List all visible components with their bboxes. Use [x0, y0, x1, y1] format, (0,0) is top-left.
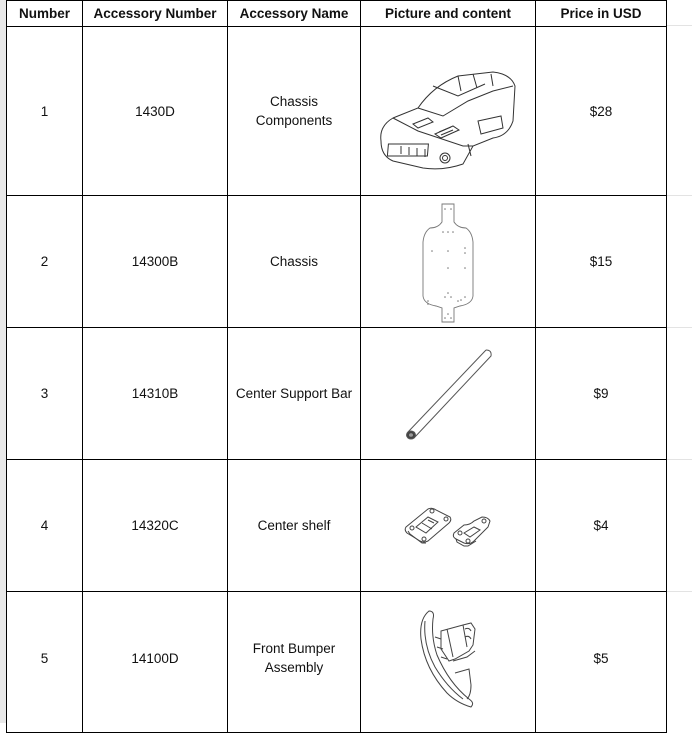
cell-number[interactable]	[7, 328, 83, 460]
accessory-number-text: 14300B	[131, 254, 179, 269]
cell-picture[interactable]	[361, 328, 536, 460]
number-text: 3	[40, 386, 49, 401]
cell-accessory-number[interactable]	[83, 27, 228, 196]
cell-price[interactable]	[536, 196, 667, 328]
support-bar-drawing	[398, 344, 498, 444]
gridline	[666, 25, 692, 26]
header-accessory-name[interactable]: Accessory Name	[228, 1, 361, 27]
table-row	[7, 328, 667, 460]
cell-accessory-number[interactable]	[83, 460, 228, 592]
price-text: $5	[593, 650, 609, 666]
cell-price[interactable]	[536, 460, 667, 592]
gridline	[666, 591, 692, 592]
table-row	[7, 27, 667, 196]
cell-accessory-number[interactable]	[83, 196, 228, 328]
center-shelf-drawing	[402, 503, 494, 549]
number-text: 1	[40, 103, 49, 119]
cell-picture[interactable]	[361, 460, 536, 592]
price-text: $4	[593, 518, 609, 533]
price-text: $9	[593, 386, 609, 401]
accessory-name-text: Chassis Components	[255, 94, 333, 128]
cell-accessory-name[interactable]	[228, 196, 361, 328]
cell-price[interactable]	[536, 27, 667, 196]
accessory-name-text: Chassis	[269, 254, 318, 269]
spreadsheet-empty-column[interactable]	[666, 0, 692, 723]
chassis-plate-drawing	[418, 200, 478, 324]
accessory-number-text: 1430D	[135, 103, 175, 119]
accessory-name-text: Center Support Bar	[235, 386, 353, 401]
cell-number[interactable]	[7, 27, 83, 196]
front-bumper-drawing	[413, 599, 483, 717]
cell-picture[interactable]	[361, 27, 536, 196]
accessories-table	[6, 0, 667, 733]
cell-accessory-name[interactable]	[228, 328, 361, 460]
price-text: $15	[589, 254, 613, 269]
header-row	[7, 1, 667, 27]
header-accessory-number[interactable]: Accessory Number	[83, 1, 228, 27]
accessory-name-text: Front Bumper Assembly	[252, 641, 336, 675]
cell-picture[interactable]	[361, 592, 536, 733]
cell-accessory-number[interactable]	[83, 328, 228, 460]
cell-price[interactable]	[536, 328, 667, 460]
header-price[interactable]: Price in USD	[536, 1, 667, 27]
gridline	[666, 459, 692, 460]
accessory-number-text: 14310B	[131, 386, 179, 401]
accessory-number-text: 14320C	[131, 518, 179, 533]
accessory-name-text: Center shelf	[257, 518, 331, 533]
cell-accessory-name[interactable]	[228, 460, 361, 592]
table-row	[7, 592, 667, 733]
gridline	[666, 327, 692, 328]
cell-price[interactable]	[536, 592, 667, 733]
number-text: 2	[40, 254, 49, 269]
cell-accessory-name[interactable]	[228, 592, 361, 733]
cell-accessory-name[interactable]	[228, 27, 361, 196]
accessory-number-text: 14100D	[131, 650, 179, 666]
table-row	[7, 460, 667, 592]
cell-number[interactable]	[7, 592, 83, 733]
header-picture[interactable]: Picture and content	[361, 1, 536, 27]
cell-number[interactable]	[7, 196, 83, 328]
number-text: 5	[40, 650, 49, 666]
number-text: 4	[40, 518, 49, 533]
table-row	[7, 196, 667, 328]
price-text: $28	[589, 103, 613, 119]
car-body-shell-drawing	[373, 46, 523, 176]
cell-picture[interactable]	[361, 196, 536, 328]
header-number[interactable]: Number	[7, 1, 83, 27]
cell-accessory-number[interactable]	[83, 592, 228, 733]
cell-number[interactable]	[7, 460, 83, 592]
gridline	[666, 195, 692, 196]
